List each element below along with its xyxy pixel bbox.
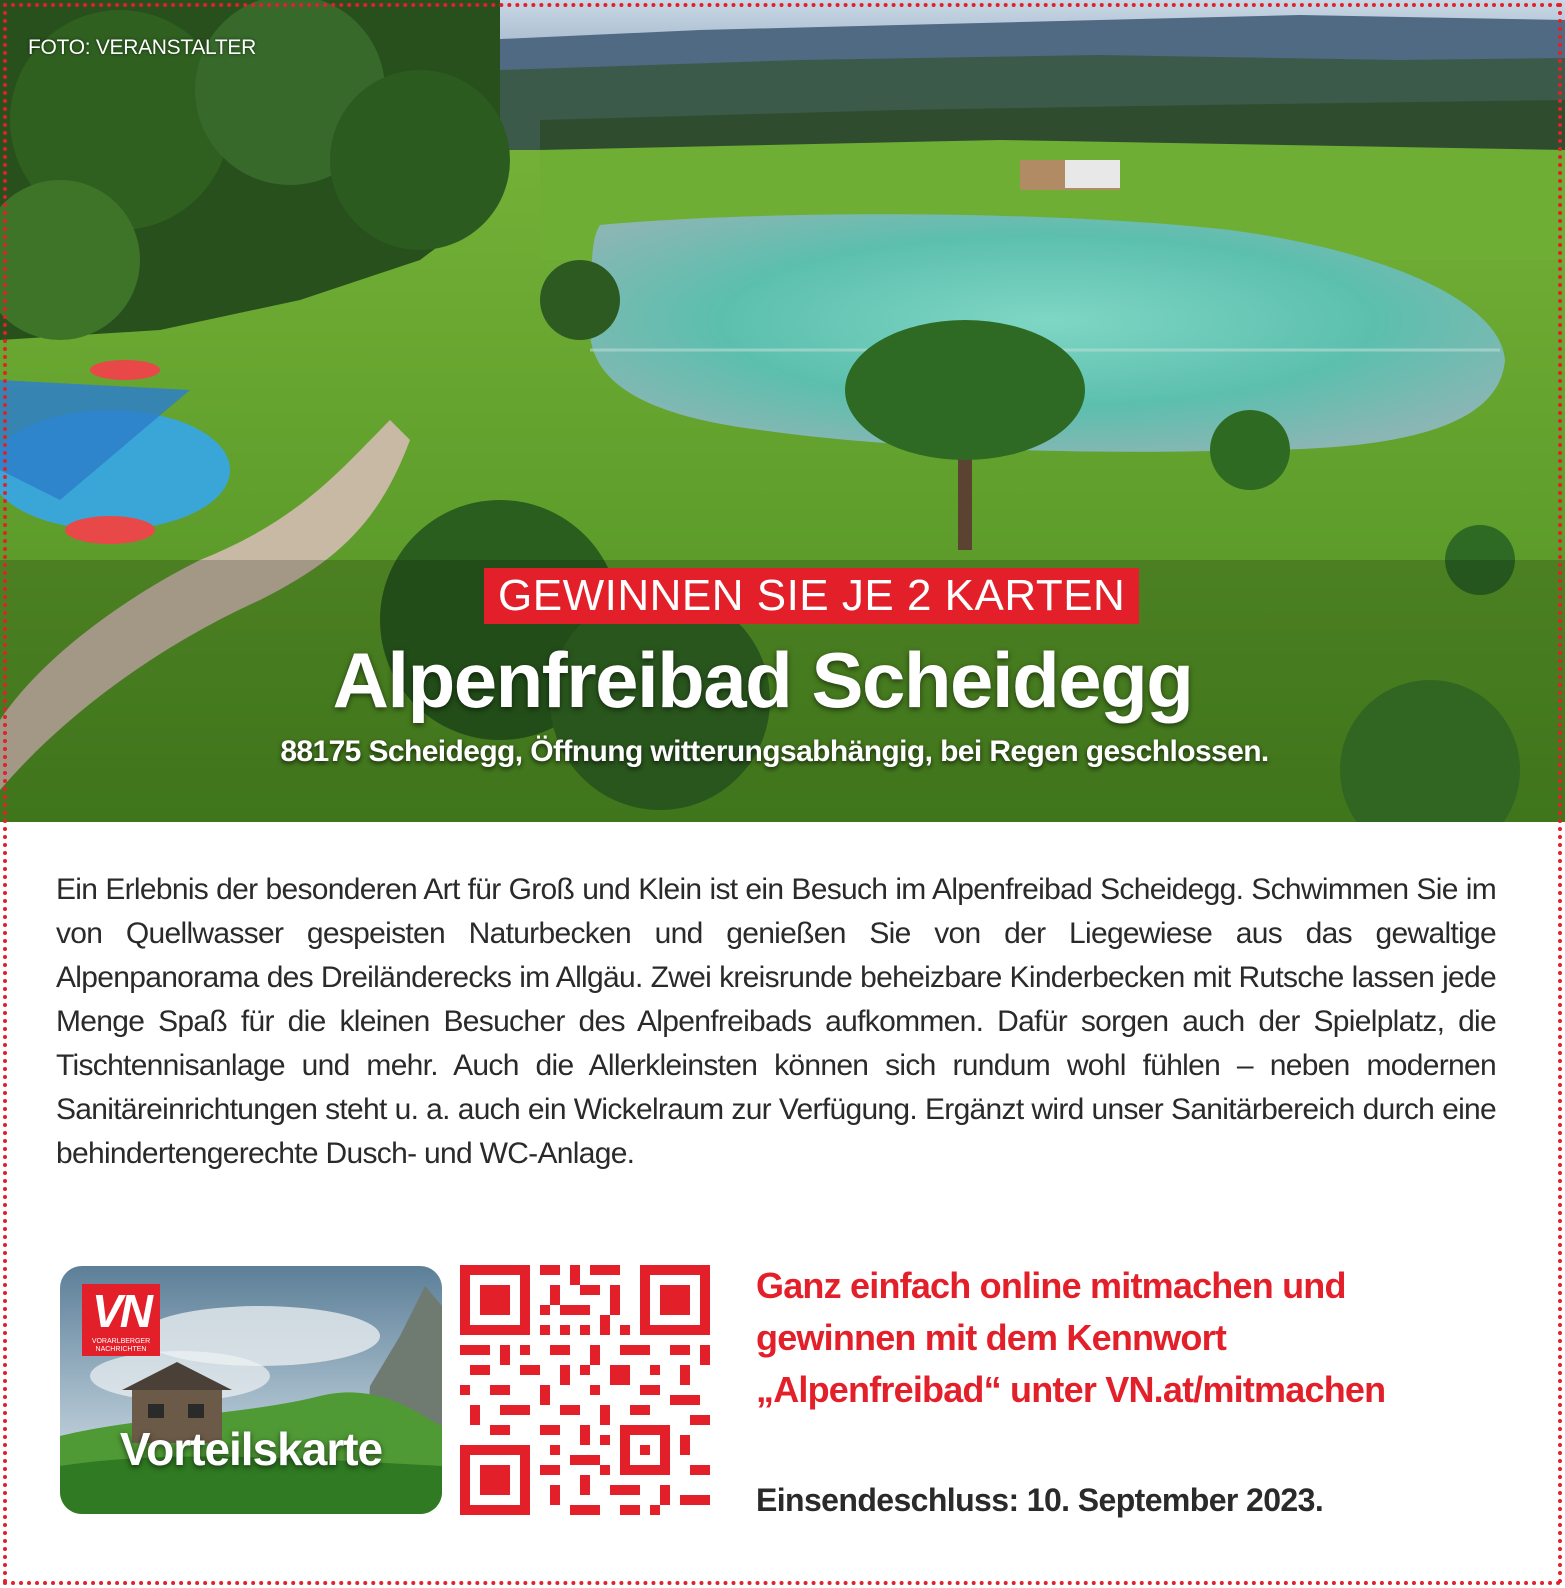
vorteilskarte-label: Vorteilskarte <box>119 1423 383 1475</box>
headline: Alpenfreibad Scheidegg <box>332 636 1193 724</box>
vorteilskarte-card <box>60 1266 442 1514</box>
address-subline: 88175 Scheidegg, Öffnung witterungsabhängig, bei Regen geschlossen. <box>280 735 1269 768</box>
participation-call-to-action: Ganz einfach online mitmachen und gewinnen mit dem Kennwort „Alpenfreibad“ unter VN.at/mitmachen <box>756 1265 1386 1410</box>
qr-code[interactable] <box>460 1265 710 1515</box>
contest-kicker-badge: GEWINNEN SIE JE 2 KARTEN <box>484 568 1139 624</box>
vn-logo-subtitle: VORARLBERGER NACHRICHTEN <box>91 1338 151 1353</box>
photo-credit: FOTO: VERANSTALTER <box>28 36 256 59</box>
vn-logo <box>82 1284 160 1356</box>
submission-deadline: Einsendeschluss: 10. September 2023. <box>756 1482 1324 1518</box>
vn-logo-letters: VN <box>92 1285 150 1337</box>
description-text: Ein Erlebnis der besonderen Art für Groß und Klein ist ein Besuch im Alpenfreibad Scheidegg. Schwimmen Sie im von Quellwasser gespeisten Naturbecken und genießen Sie von der Liegewiese aus das gewaltige Alpenpanorama des Dreiländerecks im Allgäu. Zwei kreisrunde beheizbare Kinderbecken mit Rutsche lassen jede Menge Spaß für die kleinen Besucher des Alpenfreibads aufkommen. Dafür sorgen auch der Spielplatz, die Tischtennisanlage und mehr. Auch die Allerkleinsten können sich rundum wohl fühlen – neben modernen Sanitäreinrichtungen steht u. a. auch ein Wickelraum zur Verfügung. Ergänzt wird unser Sanitärbereich durch eine behindertengerechte Dusch- und WC-Anlage. <box>56 873 1496 1170</box>
